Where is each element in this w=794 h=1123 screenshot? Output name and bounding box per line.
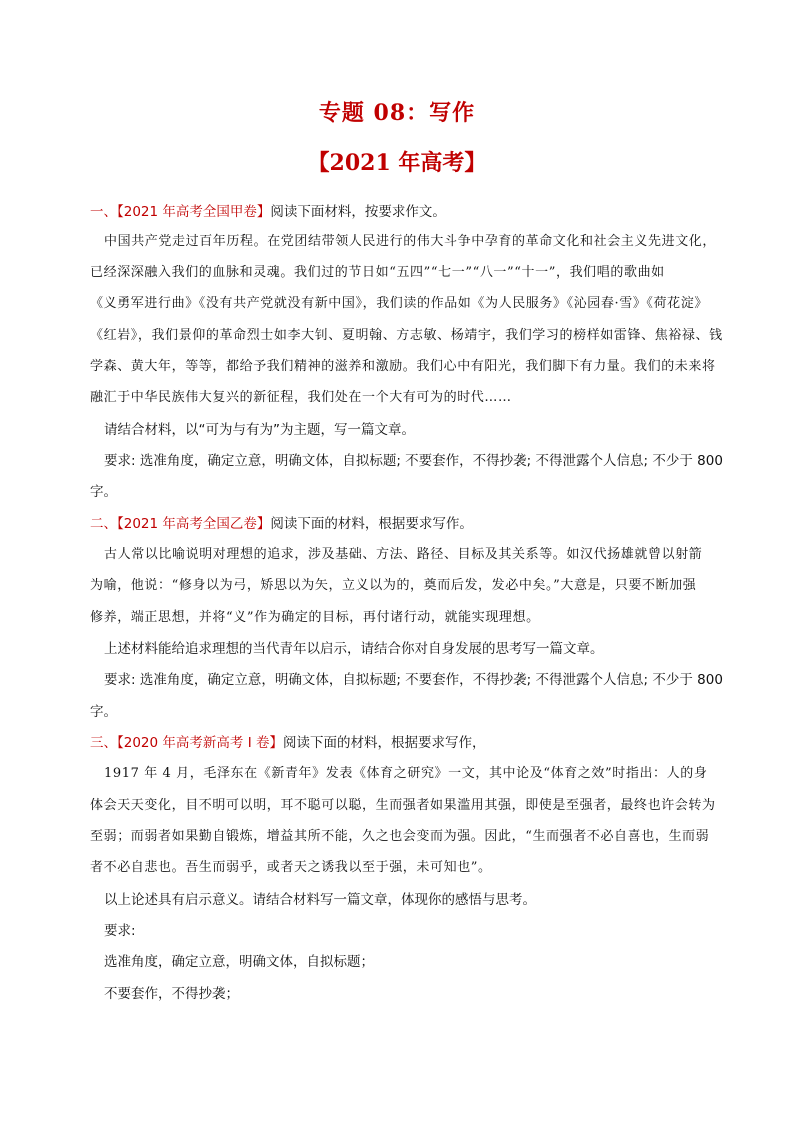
requirement-item: 选准角度，确定立意，明确文体，自拟标题； [104, 954, 374, 970]
source-tag: 【2020 年高考新高考 I 卷】 [117, 735, 283, 751]
section-number: 一、 [90, 204, 117, 220]
material-line: 《红岩》，我们景仰的革命烈士如李大钊、夏明翰、方志敏、杨靖宇，我们学习的榜样如雷锋、焦裕禄、钱 [90, 328, 723, 343]
requirements: 要求: 选准角度，确定立意，明确文体，自拟标题; 不要套作，不得抄袭; 不得泄露个人信息; 不少于 800 [104, 453, 723, 469]
material-line: 融汇于中华民族伟大复兴的新征程，我们处在一个大有可为的时代…… [90, 390, 512, 405]
requirements-cont: 字。 [90, 484, 117, 500]
section-lead: 阅读下面材料，按要求作文。 [270, 204, 446, 220]
source-tag: 【2021 年高考全国甲卷】 [117, 204, 271, 220]
source-tag: 【2021 年高考全国乙卷】 [117, 516, 271, 532]
material-line: 修养，端正思想，并将“义”作为确定的目标，再付诸行动，就能实现理想。 [90, 610, 540, 625]
writing-prompt: 以上论述具有启示意义。请结合材料写一篇文章，体现你的感悟与思考。 [104, 892, 536, 908]
material-line: 已经深深融入我们的血脉和灵魂。我们过的节日如“五四”“七一”“八一”“十一”，我们唱的歌曲如 [90, 265, 665, 280]
material-line: 者不必自悲也。吾生而弱乎，或者天之诱我以至于强，未可知也”。 [90, 860, 492, 875]
section-2-heading [90, 514, 715, 534]
requirements-label: 要求: [104, 923, 136, 939]
material-line: 《义勇军进行曲》《没有共产党就没有新中国》，我们读的作品如《为人民服务》《沁园春·雪》《荷花淀》 [90, 296, 708, 311]
section-1-heading [90, 202, 715, 222]
requirement-item: 不要套作，不得抄袭； [104, 986, 239, 1002]
section-lead: 阅读下面的材料，根据要求写作。 [270, 516, 473, 532]
material-line: 学森、黄大年，等等，都给予我们精神的滋养和激励。我们心中有阳光，我们脚下有力量。我们的未来将 [90, 359, 716, 374]
section-number: 三、 [90, 735, 117, 751]
page-subtitle: 【2021 年高考】 [307, 150, 487, 176]
material-line: 为喻，他说：“修身以为弓，矫思以为矢，立义以为的，奠而后发，发必中矣。”大意是，只要不断加强 [90, 578, 697, 593]
material-line: 中国共产党走过百年历程。在党团结带领人民进行的伟大斗争中孕育的革命文化和社会主义先进文化， [104, 234, 717, 249]
requirements: 要求: 选准角度，确定立意，明确文体，自拟标题; 不要套作，不得抄袭; 不得泄露个人信息; 不少于 800 [104, 672, 723, 688]
section-3-heading [90, 733, 715, 753]
writing-prompt: 请结合材料，以“可为与有为”为主题，写一篇文章。 [104, 422, 415, 438]
requirements-cont: 字。 [90, 704, 117, 720]
material-line: 古人常以比喻说明对理想的追求，涉及基础、方法、路径、目标及其关系等。如汉代扬雄就曾以射箭 [104, 547, 703, 562]
material-line: 体会天天变化，目不明可以明，耳不聪可以聪，生而强者如果滥用其强，即使是至强者，最终也许会转为 [90, 798, 716, 813]
section-lead: 阅读下面的材料，根据要求写作， [282, 735, 486, 751]
writing-prompt: 上述材料能给追求理想的当代青年以启示，请结合你对自身发展的思考写一篇文章。 [104, 641, 604, 657]
page-title: 专题 08：写作 [318, 100, 476, 126]
material-line: 至弱；而弱者如果勤自锻炼，增益其所不能，久之也会变而为强。因此，“生而强者不必自喜也，生而弱 [90, 829, 710, 844]
section-number: 二、 [90, 516, 117, 532]
material-line: 1917 年 4 月，毛泽东在《新青年》发表《体育之研究》一文，其中论及“体育之效”时指出：人的身 [104, 766, 708, 781]
